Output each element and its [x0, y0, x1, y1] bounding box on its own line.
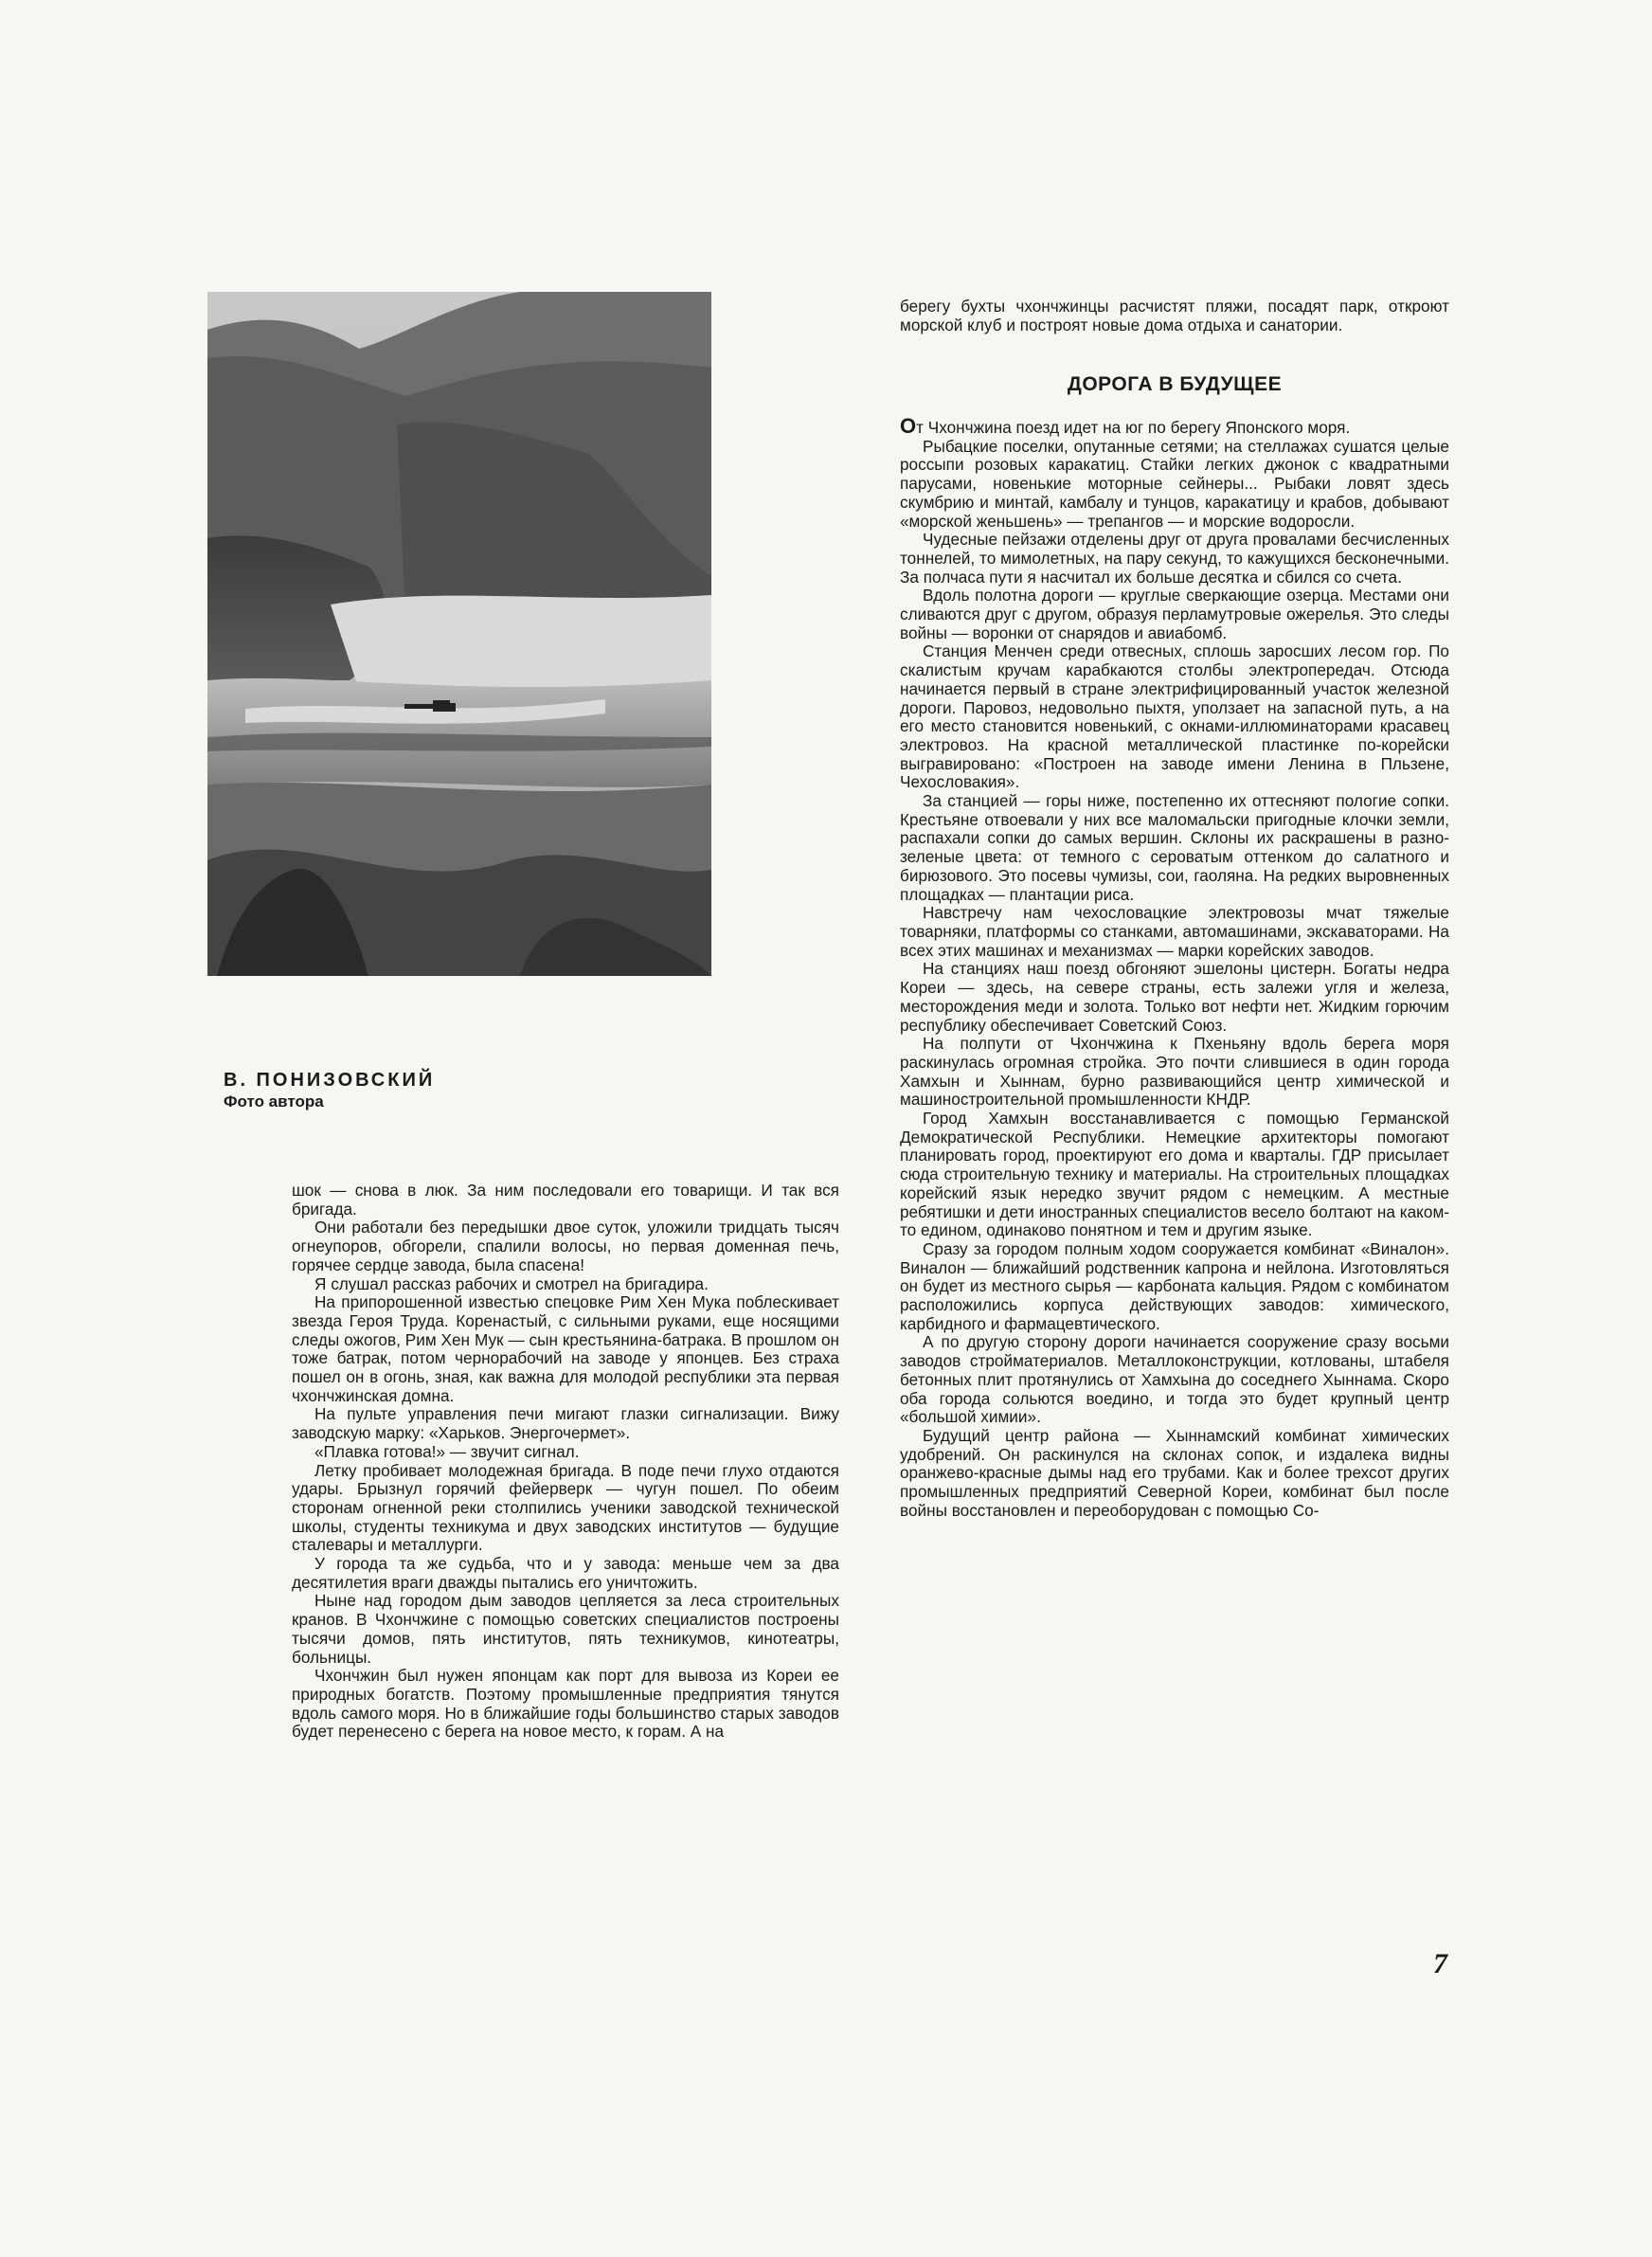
drop-cap: О: [900, 414, 917, 438]
paragraph: Город Хамхын восстанавливается с помощью Германской Демократической Республики. Немецкие архитекторы помогают планировать город, проектируют его дома и кварталы. ГДР присылает сюда строительную технику и материалы. На строительных площадках корейский язык нередко звучит рядом с немецким. А местные ребятишки и дети иностранных специалистов весело болтают на каком-то едином, одинаково понятном и тем и другим языке.: [900, 1109, 1449, 1240]
paragraph: Чудесные пейзажи отделены друг от друга провалами бесчисленных тоннелей, то мимолетных, на пару секунд, то кажущихся бесконечными. За полчаса пути я насчитал их больше десятка и сбился со счета.: [900, 530, 1449, 587]
paragraph: У города та же судьба, что и у завода: меньше чем за два десятилетия враги дважды пытались его уничтожить.: [292, 1554, 839, 1592]
paragraph: Вдоль полотна дороги — круглые сверкающие озерца. Местами они сливаются друг с другом, образуя перламутровые ожерелья. Это следы войны — воронки от снарядов и авиабомб.: [900, 586, 1449, 642]
paragraph: шок — снова в люк. За ним последовали его товарищи. И так вся бригада.: [292, 1181, 839, 1219]
paragraph: Будущий центр района — Хыннамский комбинат химических удобрений. Он раскинулся на склонах сопок, и издалека видны оранжево-красные дымы над его трубами. Как и более трехсот других промышленных предприятий Северной Кореи, комбинат был после войны восстановлен и переоборудован с помощью Со-: [900, 1425, 1449, 1520]
paragraph: Летку пробивает молодежная бригада. В поде печи глухо отдаются удары. Брызнул горячий фейерверк — чугун пошел. По обеим сторонам огненной реки столпились ученики заводской технической школы, студенты техникума и двух заводских институтов — будущие сталевары и металлурги.: [292, 1460, 839, 1555]
landscape-photo: [207, 292, 711, 976]
paragraph: Чхончжин был нужен японцам как порт для вывоза из Кореи ее природных богатств. Поэтому промышленные предприятия тянутся вдоль самого моря. Но в ближайшие годы большинство старых заводов будет перенесено с берега на новое место, к горам. А на: [292, 1666, 839, 1742]
paragraph: Ныне над городом дым заводов цепляется за леса строительных кранов. В Чхончжине с помощью советских специалистов построены тысячи домов, пять институтов, пять техникумов, кинотеатры, больницы.: [292, 1591, 839, 1667]
paragraph: На припорошенной известью спецовке Рим Хен Мука поблескивает звезда Героя Труда. Коренастый, с сильными руками, еще носящими следы ожогов, Рим Хен Мук — сын крестьянина-батрака. В прошлом он тоже батрак, потом чернорабочий на заводе у японцев. Без страха пошел он в огонь, зная, как важна для молодой республики эта первая чхончжинская домна.: [292, 1292, 839, 1405]
paragraph: Сразу за городом полным ходом сооружается комбинат «Виналон». Виналон — ближайший родственник капрона и нейлона. Изготовляться он будет из местного сырья — карбоната кальция. Рядом с комбинатом расположились корпуса действующих заводов: химического, карбидного и фармацевтического.: [900, 1238, 1449, 1333]
paragraph: Я слушал рассказ рабочих и смотрел на бригадира.: [314, 1273, 709, 1293]
paragraph: Они работали без передышки двое суток, уложили тридцать тысяч огнеупоров, обгорели, спалили волосы, но первая доменная печь, горячее сердце завода, была спасена!: [292, 1218, 839, 1274]
left-column: [292, 1182, 839, 1742]
paragraph: На полпути от Чхончжина к Пхеньяну вдоль берега моря раскинулась огромная стройка. Это почти слившиеся в один города Хамхын и Хыннам, бурно развивающийся центр химической и машиностроительной промышленности КНДР.: [900, 1034, 1449, 1110]
section-heading: ДОРОГА В БУДУЩЕЕ: [1067, 373, 1283, 395]
paragraph: На станциях наш поезд обгоняют эшелоны цистерн. Богаты недра Кореи — здесь, на севере страны, есть залежи угля и железа, месторождения меди и золота. Только вот нефти нет. Жидким горючим республику обеспечивает Советский Союз.: [900, 959, 1449, 1035]
paragraph: [900, 414, 1449, 438]
paragraph: На пульте управления печи мигают глазки сигнализации. Вижу заводскую марку: «Харьков. Энергочермет».: [292, 1404, 839, 1443]
paragraph: Рыбацкие поселки, опутанные сетями; на стеллажах сушатся целые россыпи розовых каракатиц. Стайки легких джонок с квадратными парусами, новенькие моторные сейнеры... Рыбаки ловят здесь скумбрию и минтай, камбалу и тунцов, каракатицу и крабов, добывают «морской женьшень» — трепангов — и морские водоросли.: [900, 436, 1449, 531]
paragraph: За станцией — горы ниже, постепенно их оттесняют пологие сопки. Крестьяне отвоевали у них все маломальски пригодные клочки земли, распахали сопки до самых вершин. Склоны их раскрашены в разно-зеленые цвета: от темного с сероватым оттенком до салатного и бирюзового. Это посевы чумизы, сои, гаоляна. На редких выровненных площадках — плантации риса.: [900, 791, 1449, 904]
first-line: т Чхончжина поезд идет на юг по берегу Японского моря.: [916, 418, 1351, 437]
paragraph: «Плавка готова!» — звучит сигнал.: [314, 1441, 580, 1461]
paragraph: А по другую сторону дороги начинается сооружение сразу восьми заводов стройматериалов. Металлоконструкции, котлованы, штабеля бетонных плит протянулись от Хамхына до соседнего Хыннама. Скоро оба города сольются воедино, и тогда это будет крупный центр «большой химии».: [900, 1332, 1449, 1427]
paragraph: Навстречу нам чехословацкие электровозы мчат тяжелые товарняки, платформы со станками, автомашинами, экскаваторами. На всех этих машинах и механизмах — марки корейских заводов.: [900, 903, 1449, 960]
paragraph: Станция Менчен среди отвесных, сплошь заросших лесом гор. По скалистым кручам карабкаются столбы электропередач. Отсюда начинается первый в стране электрифицированный участок железной дороги. Паровоз, недовольно пыхтя, уползает на запасной путь, а на его место становится новенький, с окнами-иллюминаторами красавец электровоз. На красной металлической пластинке по-корейски выгравировано: «Построен на заводе имени Ленина в Пльзене, Чехословакия».: [900, 641, 1449, 792]
paragraph: берегу бухты чхончжинцы расчистят пляжи, посадят парк, откроют морской клуб и построят новые дома отдыха и санатории.: [900, 297, 1449, 334]
photo-credit: Фото автора: [224, 1092, 324, 1110]
right-column-top: [900, 298, 1449, 334]
author-name: В. ПОНИЗОВСКИЙ: [224, 1070, 436, 1091]
byline: [224, 1069, 697, 1112]
page-number: 7: [1433, 1948, 1447, 1979]
right-column: [900, 414, 1449, 1520]
